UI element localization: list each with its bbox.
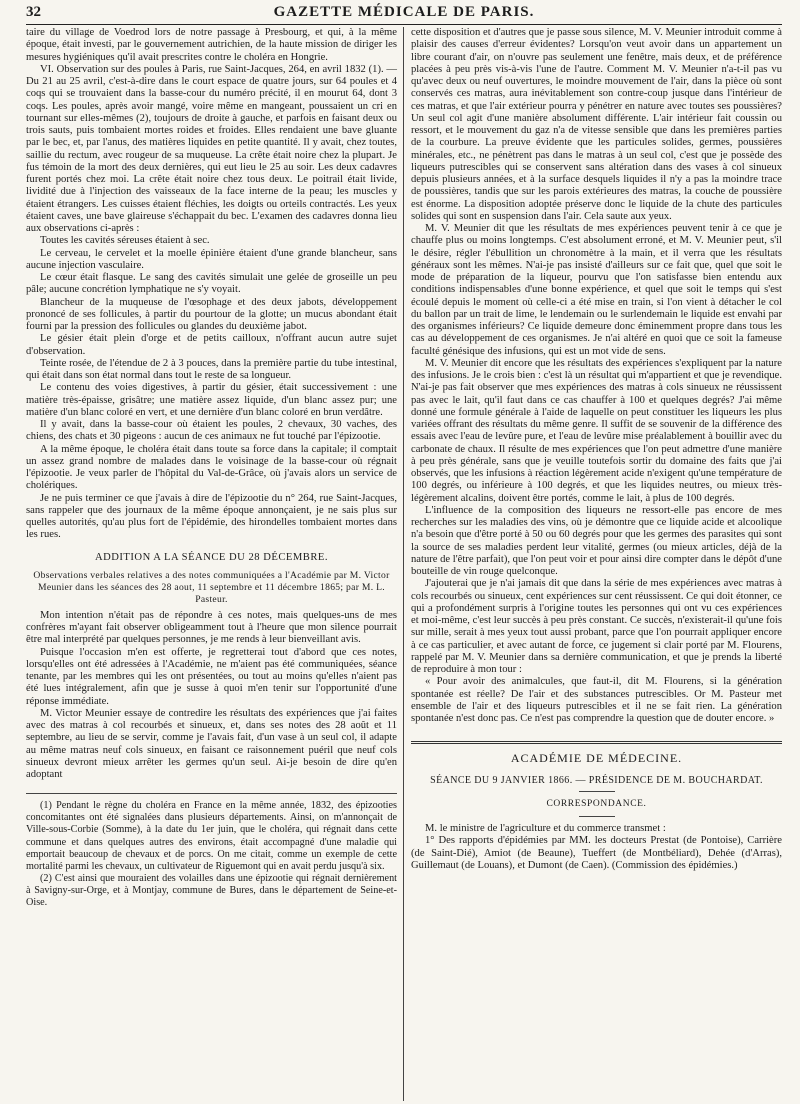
addition-subtitle: Observations verbales relatives a des notes communiquées a l'Académie par M. Victor Meunier dans les séances des 28 aout, 11 septembre et 11 décembre 1865; par M. L. Pasteur. [33,569,390,605]
section-divider [411,741,782,744]
footnote: (1) Pendant le règne du choléra en France en la même année, 1832, des épizooties concomitantes ont été signalées dans plusieurs départements. Ainsi, on m'annonçait de Ville-sous-Corbie (Somme), à la date du 1er juin, que le choléra, qui régnait dans cette commune et dans quelques autres des environs, était accompagné d'une maladie qui emportait beaucoup de chevaux et de porcs. On me citait, comme un exemple de cette mortalité parmi les chevaux, un cultivateur de Riguemont qui en avait perdu jusqu'à six. [26,800,397,872]
paragraph: taire du village de Voedrod lors de notre passage à Presbourg, et qui, à la même époque, était investi, par le gouvernement autrichien, de la haute mission de diriger les mesures hygiéniques qu'il avait prescrites contre le choléra en Hongrie. [26,27,397,63]
paragraph: Le cœur était flasque. Le sang des cavités simulait une gelée de groseille un peu pâle; aucune concrétion lymphatique ne s'y voyait. [26,272,397,296]
paragraph: M. V. Meunier dit encore que les résultats des expériences s'expliquent par la nature des infusions. Je le crois bien : c'est là un résultat qui m'appartient et que je revendique. N'ai-je pas fait observer que mes expériences des matras à cols sinueux ne réussissent pas avec le lait, qu'il faut dans ce cas chauffer à 100 et quelques degrés? J'ai même donné une formule générale à l'aide de laquelle on peut constituer les liqueurs les plus variées offrant des résultats du même genre. Il suffit de se souvenir de la différence des essais avec l'eau de levûre pure, et l'eau de levûre mise préalablement à bouillir avec du carbonate de chaux. Il résulte de mes expériences que l'on peut admettre d'une manière à peu près générale, sans que je veuille toutefois sortir du domaine des faits que j'ai observés, que les infusions à réaction légèrement acide n'exigent qu'une température de 100 degrés, ou inférieure à 100 degrés, et que les liquides neutres, ou mieux très-légèrement alcalins, doivent être portés, comme le lait, à plus de 100 degrés. [411,357,782,504]
footnotes [26,800,397,909]
addition-title: ADDITION A LA SÉANCE DU 28 DÉCEMBRE. [94,551,329,563]
paragraph: M. le ministre de l'agriculture et du commerce transmet : [425,823,666,834]
paragraph: Teinte rosée, de l'étendue de 2 à 3 pouces, dans la première partie du tube intestinal, qui était dans son état normal dans tout le reste de sa longueur. [26,357,397,381]
page-header [26,4,782,25]
footnote-divider [26,793,397,794]
footnote: (2) C'est ainsi que mouraient des volailles dans une épizootie qui régnait dernièrement à Savigny-sur-Orge, et à Montjay, commune de Bures, dans le département de Seine-et-Oise. [26,872,397,908]
quotation: « Pour avoir des animalcules, que faut-il, dit M. Flourens, si la génération spontanée est réelle? De l'air et des substances putrescibles. Or M. Pasteur met ensemble de l'air et des liqueurs putrescibles et il ne se fait rien. La génération spontanée n'est donc pas. Ce n'est pas comprendre la question que de douter encore. » [411,676,782,724]
correspondance-label: CORRESPONDANCE. [546,798,647,809]
paragraph: 1° Des rapports d'épidémies par MM. les docteurs Prestat (de Pontoise), Carrière (de Saint-Dié), Amiot (de Beaune), Tueffert (de Montbéliard), Dehée (d'Arras), Guillemaut (de Louans), et Dumont (de Caen). (Commission des épidémies.) [411,835,782,871]
paragraph: L'influence de la composition des liqueurs ne ressort-elle pas encore de mes recherches sur les maladies des vins, où je démontre que ce liquide acide et alcoolique n'a besoin que d'être porté à 50 ou 60 degrés pour que les germes des parasites qui sont la source de ses maladies perdent leur vitalité, germes (ou mieux articles, déjà de la nature de l'être parfait), que l'on peut voir et pour ainsi dire compter dans le dépôt d'une bouteille de vin rouge quelconque. [411,504,782,577]
paragraph: Je ne puis terminer ce que j'avais à dire de l'épizootie du n° 264, rue Saint-Jacques, sans rappeler que des journaux de la même époque annonçaient, je ne sais plus sur quelles autorités, qu'au plus fort de l'épidémie, des hirondelles tombaient mortes dans les rues. [26,492,397,541]
paragraph: cette disposition et d'autres que je passe sous silence, M. V. Meunier introduit comme à plaisir des causes d'erreur évidentes? Lorsqu'on veut avoir dans un appartement un libre courant d'air, on n'ouvre pas seulement une fenêtre, mais deux, et de préférence placées à peu près vis-à-vis l'une de l'autre. Comment M. V. Meunier n'a-t-il pas vu qu'avec deux ou neuf ouvertures, le moindre mouvement de l'air, dans la pièce où sont conservés ces matras, aura inévitablement son contre-coup jusque dans l'intérieur de ces matras, et que l'air extérieur pourra y pénétrer en nature avec toutes ses poussières? Un seul col agit d'une manière absolument différente. L'air intérieur fait coussin ou ressort, et le mouvement du gaz n'a de vitesse sensible que dans les premières parties de la courbure. La preuve évidente que les particules solides, germes, poussières minérales, etc., ne pénètrent pas dans le matras à un seul col, c'est que je possède des liqueurs putrescibles qui se conservent sans altération dans des vases à col sinueux depuis plusieurs années, et à la surface desquels liquides il n'y a pas la moindre trace de poussières, tandis que sur les parois extérieures des matras, la couche de poussière est énorme. La disposition adoptée préserve donc le liquide de la chute des particules solides qui sont en suspension dans l'air. Cela saute aux yeux. [411,27,782,222]
journal-title: GAZETTE MÉDICALE DE PARIS. [273,4,535,20]
paragraph: Blancheur de la muqueuse de l'œsophage et des deux jabots, développement prononcé de ses follicules, à partir du pourtour de la glotte; un mucus abondant était fourni par la pression des follicules ou glandes du deuxième jabot. [26,296,397,332]
short-divider [579,791,615,792]
page-number: 32 [26,4,41,20]
columns [26,27,782,1101]
session-line: SÉANCE DU 9 JANVIER 1866. — PRÉSIDENCE DE M. BOUCHARDAT. [430,774,763,786]
paragraph: Le cerveau, le cervelet et la moelle épinière étaient d'une grande blancheur, sans aucune injection vasculaire. [26,247,397,271]
paragraph: J'ajouterai que je n'ai jamais dit que dans la série de mes expériences avec matras à cols recourbés ou sinueux, cent expériences sur cent réussissent. Ce qui doit étonner, ce qui a profondément surpris à l'origine toutes les personnes qui ont vu ces expériences et moi-même, c'est leur succès à peu près constant. Ce succès, n'existerait-il qu'une fois sur mille, serait à mes yeux tout aussi probant, parce que l'on pourrait appliquer encore à ce cas particulier, et avec autant de force, ce jugement si clair porté par M. Flourens, rappelé par M. V. Meunier dans sa dernière communication, et que je prends la liberté de reproduire à mon tour : [411,578,782,675]
paragraph: Il y avait, dans la basse-cour où étaient les poules, 2 chevaux, 30 vaches, des chiens, des chats et 30 pigeons : aucun de ces animaux ne fut touché par l'épizootie. [26,419,397,443]
paragraph: Mon intention n'était pas de répondre à ces notes, mais quelques-uns de mes confrères m'ayant fait observer obligeamment tout à l'heure que mon silence pourrait être mal interprété par quelques personnes, je me rends à leur bienveillant avis. [26,609,397,646]
paragraph: Le contenu des voies digestives, à partir du gésier, était successivement : une matière très-épaisse, grisâtre; une matière assez liquide, d'un blanc assez pur; une matière d'un blanc coloré en vert, et une dernière d'un blanc coloré en brun verdâtre. [26,382,397,418]
academy-title: ACADÉMIE DE MÉDECINE. [510,751,683,766]
paragraph: Le gésier était plein d'orge et de petits cailloux, n'offrant aucun autre sujet d'observation. [26,333,397,357]
paragraph: Puisque l'occasion m'en est offerte, je regretterai tout d'abord que ces notes, lorsqu'elles ont été adressées à l'Académie, ne m'aient pas été communiquées, séance tenante, par les membres qui les ont présentées, ou tout au moins qu'elles n'aient pas été lues intégralement, afin que je susse à quoi m'en tenir sur l'opportunité d'une réponse immédiate. [26,646,397,707]
short-divider [579,816,615,817]
right-column [404,27,782,1101]
paragraph: M. V. Meunier dit que les résultats de mes expériences peuvent tenir à ce que je chauffe plus ou moins longtemps. C'est absolument erroné, et M. V. Meunier peut, s'il le désire, régler l'ébullition un chronomètre à la main, et il verra que les résultats généraux sont les mêmes. N'ai-je pas insisté d'ailleurs sur ce fait que, quel que soit le mode de préparation de la liqueur, pourvu que l'on satisfasse bien entendu aux conditions indispensables d'une bonne expérience, et quel que soit le temps qui s'est écoulé depuis le moment où celle-ci a été mise en train, si l'on vient à détacher le col du ballon par un trait de lime, le lendemain ou le surlendemain le liquide est envahi par des organismes inférieurs? Ce liquide demeure donc éminemment propre dans tous les cas au développement de ces organismes. Je n'ai altéré en quoi que ce soit la fameuse faculté génésique des infusions, qui est un mot vide de sens. [411,223,782,357]
paragraph: M. Victor Meunier essaye de contredire les résultats des expériences que j'ai faites avec des matras à col recourbés et sinueux, et, dans ses notes des 28 août et 11 septembre, au lieu de se servir, comme je l'avais fait, d'un vase à un seul col, il adapte au même matras neuf cols sinueux, en faisant ce raisonnement puéril que neuf cols sinueux devront mieux arrêter les germes qu'un seul. Ai-je besoin de dire qu'en adoptant [26,707,397,780]
paragraph: Toutes les cavités séreuses étaient à sec. [40,235,210,247]
paragraph: VI. Observation sur des poules à Paris, rue Saint-Jacques, 264, en avril 1832 (1). — Du 21 au 25 avril, c'est-à-dire dans le court espace de quatre jours, sur 64 poules et 4 coqs qui se trouvaient dans la basse-cour du numéro précité, il en mourut 64, dont 3 coqs. Les poules, après avoir mangé, voire même en mangeant, poussaient un cri en tournant sur elles-mêmes (2), toujours de droite à gauche, et parfois en faisant deux ou trois sauts, puis tombaient mortes roides et froides. Elles rendaient une bave gluante par le bec, et, par l'anus, des matières liquides en petite quantité. Il y avait, chez toutes, saillie du rectum, avec rougeur de sa muqueuse. La crête était noire chez la plupart. Je fus témoin de la mort des deux dernières, qui eut lieu le 25 au soir. Les deux cadavres furent portés chez moi. La crête était noire chez tous deux. Le poitrail était livide, lividité due à l'injection des vaisseaux de la face interne de la peau; les muscles y étaient étrangers. Les cuisses étaient fléchies, les doigts ou orteils contractés. Les yeux étaient caves, une bave glaireuse s'échappait du bec. L'examen des cadavres donna lieu aux observations ci-après : [26,63,397,234]
left-column [26,27,404,1101]
paragraph: A la même époque, le choléra était dans toute sa force dans la capitale; il comptait un assez grand nombre de malades dans le voisinage de la basse-cour où régnait l'épizootie. Je veux parler de l'hôpital du Val-de-Grâce, où j'avais alors un service de cholériques. [26,443,397,492]
